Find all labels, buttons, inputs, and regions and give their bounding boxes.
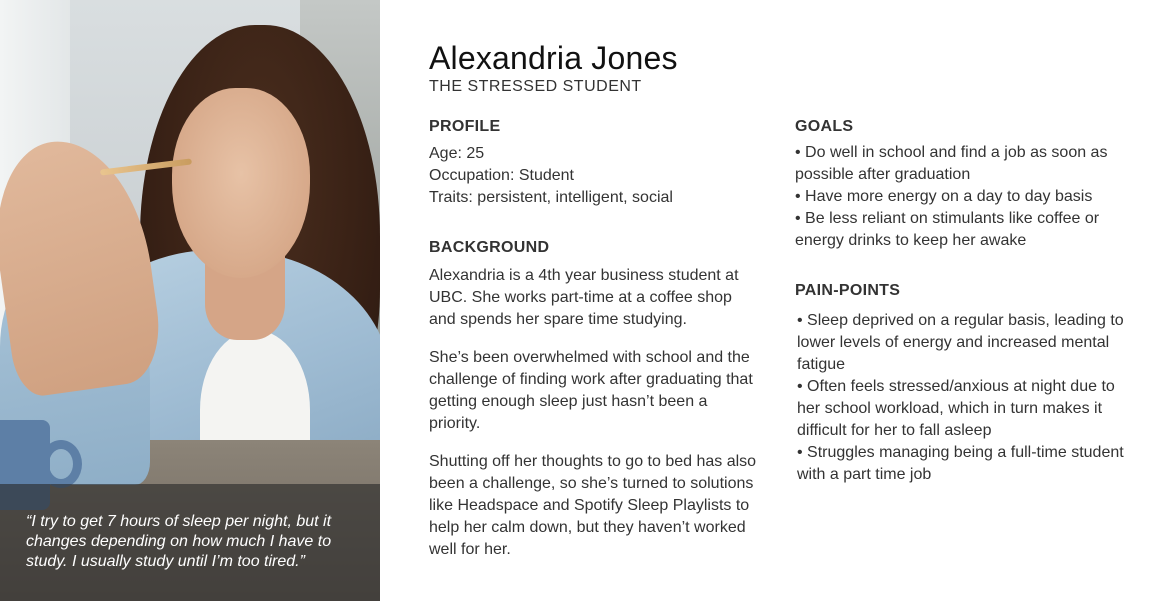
profile-age: Age: 25 bbox=[429, 145, 485, 162]
persona-quote: “I try to get 7 hours of sleep per night, but it changes depending on how much I have to study. I usually study until I’m too tired.” bbox=[26, 513, 332, 570]
profile-occupation: Occupation: Student bbox=[429, 167, 574, 184]
background-paragraph: She’s been overwhelmed with school and the challenge of finding work after graduating that getting enough sleep just hasn’t been a priority. bbox=[429, 349, 753, 432]
right-column bbox=[795, 118, 1125, 486]
persona-photo bbox=[0, 0, 380, 601]
background-paragraph: Shutting off her thoughts to go to bed has also been a challenge, so she’s turned to solutions like Headspace and Spotify Sleep Playlists to help her calm down, but they haven’t worked well for her. bbox=[429, 453, 757, 558]
pain-points-heading: PAIN-POINTS bbox=[795, 282, 901, 299]
photo-raised-arm bbox=[0, 131, 167, 399]
photo-face bbox=[172, 88, 310, 278]
persona-tagline: THE STRESSED STUDENT bbox=[429, 78, 642, 95]
pain-point-item: • Often feels stressed/anxious at night due to her school workload, which in turn makes it difficult for her to fall asleep bbox=[797, 378, 1115, 439]
profile-traits: Traits: persistent, intelligent, social bbox=[429, 189, 673, 206]
goal-item: • Have more energy on a day to day basis bbox=[795, 188, 1093, 205]
goal-item: • Do well in school and find a job as soon as possible after graduation bbox=[795, 144, 1108, 183]
background-heading: BACKGROUND bbox=[429, 239, 550, 256]
profile-heading: PROFILE bbox=[429, 118, 501, 135]
goals-list bbox=[795, 142, 1125, 252]
pain-point-item: • Struggles managing being a full-time student with a part time job bbox=[797, 444, 1124, 483]
left-column bbox=[429, 118, 759, 561]
profile-details bbox=[429, 143, 759, 209]
pain-points-section bbox=[795, 282, 1125, 486]
goals-section bbox=[795, 118, 1125, 252]
background-paragraph: Alexandria is a 4th year business student at UBC. She works part-time at a coffee shop and spends her spare time studying. bbox=[429, 267, 739, 328]
pain-points-list bbox=[795, 310, 1125, 486]
goals-heading: GOALS bbox=[795, 118, 854, 135]
persona-details bbox=[429, 0, 1170, 601]
pain-point-item: • Sleep deprived on a regular basis, leading to lower levels of energy and increased mental fatigue bbox=[797, 312, 1124, 373]
background-section bbox=[429, 239, 759, 561]
quote-overlay bbox=[0, 484, 380, 601]
profile-section bbox=[429, 118, 759, 209]
goal-item: • Be less reliant on stimulants like coffee or energy drinks to keep her awake bbox=[795, 210, 1100, 249]
persona-name: Alexandria Jones bbox=[429, 40, 678, 76]
